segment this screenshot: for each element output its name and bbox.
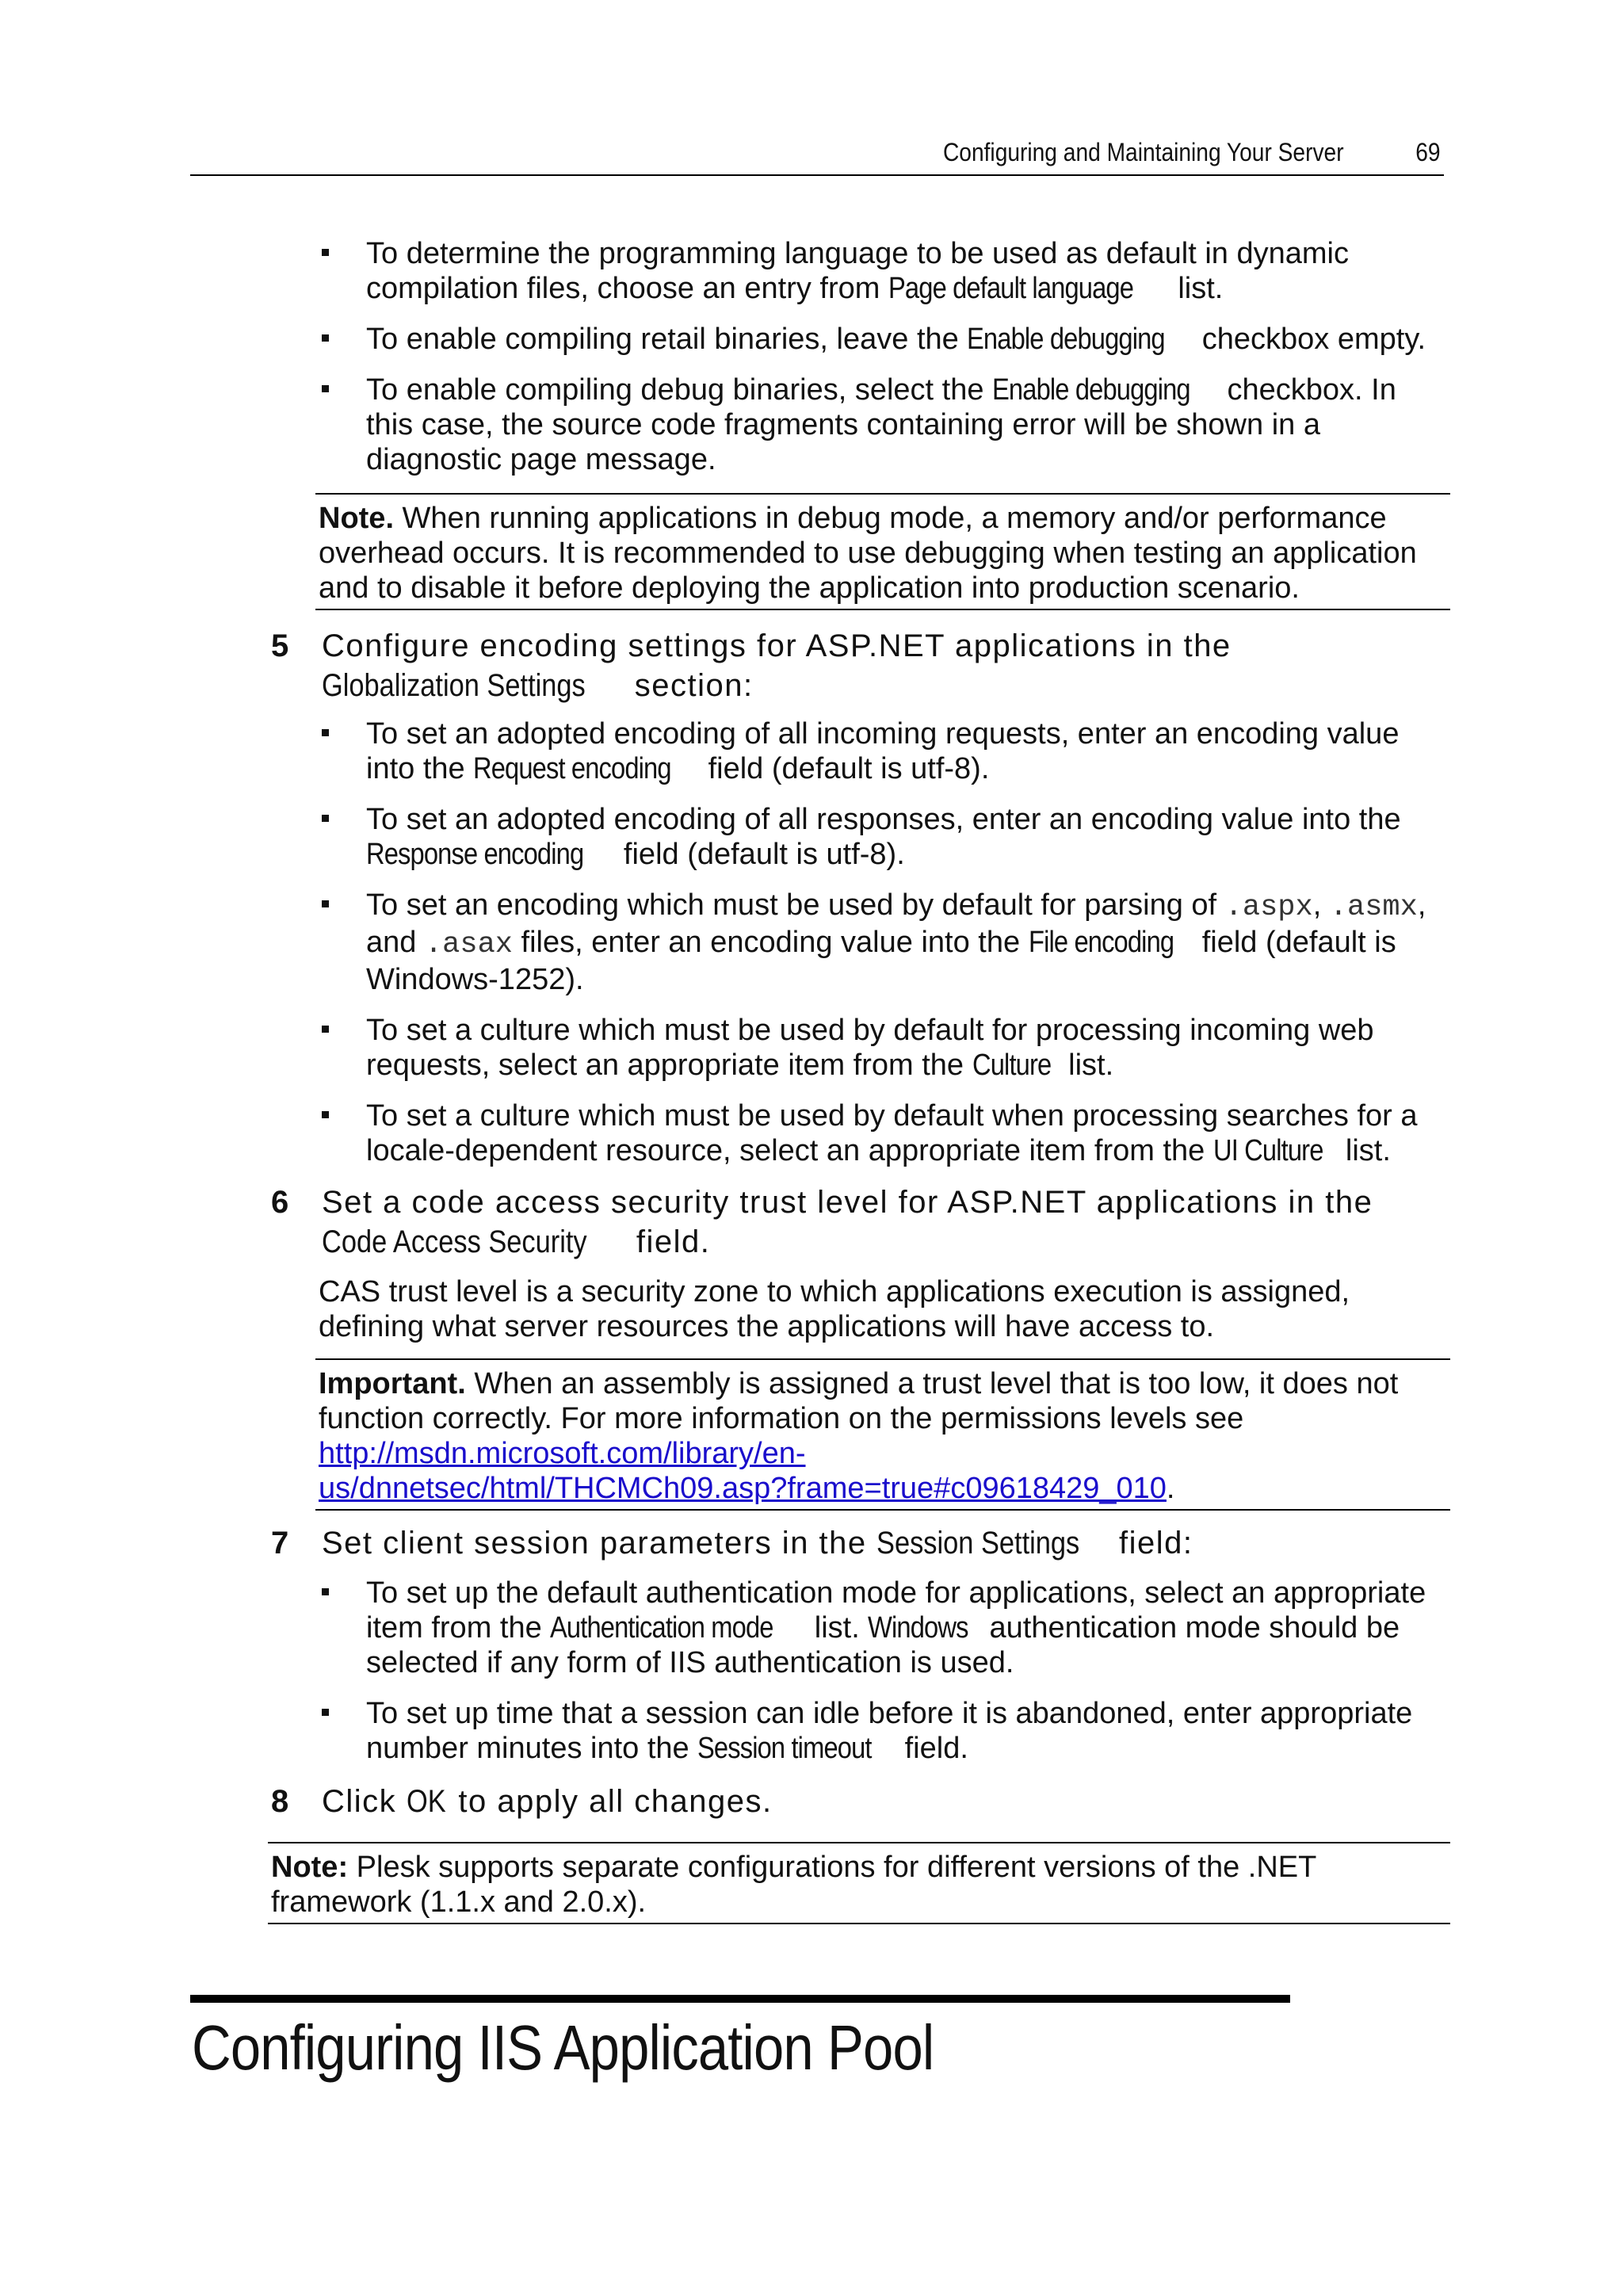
- important-label: Important.: [319, 1367, 466, 1400]
- section-rule: [190, 1995, 1290, 2003]
- code-aspx: .aspx: [1224, 891, 1313, 924]
- note-label: Note.: [319, 502, 394, 535]
- ui-term: Enable debugging: [992, 373, 1190, 407]
- ui-term: Globalization Settings: [322, 668, 586, 703]
- step-number: 8: [271, 1784, 289, 1819]
- list-item: To enable compiling retail binaries, leave the Enable debugging checkbox empty.: [317, 322, 1442, 357]
- ui-term: Response encoding: [366, 838, 584, 871]
- step-7: 7 Set client session parameters in the Session Settings field:: [271, 1523, 1444, 1563]
- step-number: 5: [271, 628, 289, 663]
- step-6: 6 Set a code access security trust level for ASP.NET applications in the Code Access Security field.: [271, 1182, 1444, 1262]
- note-box: [315, 493, 1450, 610]
- code-asmx: .asmx: [1329, 891, 1418, 924]
- list-item: To set up time that a session can idle before it is abandoned, enter appropriate number minutes into the Session timeout field.: [317, 1696, 1442, 1766]
- note-box-framework: [268, 1842, 1450, 1924]
- ui-term: Code Access Security: [322, 1224, 587, 1259]
- list-item: To set up the default authentication mode for applications, select an appropriate item from the Authentication mode list. Windows authentication mode should be selected if any form of IIS authentication is used.: [317, 1576, 1442, 1680]
- step-number: 7: [271, 1526, 289, 1561]
- list-item: To set an adopted encoding of all incoming requests, enter an encoding value into the Request encoding field (default is utf-8).: [317, 716, 1442, 786]
- list-item: To set an adopted encoding of all responses, enter an encoding value into the Response encoding field (default is utf-8).: [317, 802, 1442, 872]
- ui-term: Authentication mode: [550, 1611, 773, 1645]
- ui-term: Request encoding: [473, 752, 671, 785]
- note-text: Plesk supports separate configurations for different versions of the .NET framework (1.1.x and 2.0.x).: [271, 1851, 1316, 1919]
- step-7-bullet-list: [317, 1576, 1442, 1782]
- step-5: 5 Configure encoding settings for ASP.NET applications in the Globalization Settings section:: [271, 626, 1444, 705]
- ui-term: Windows: [868, 1611, 968, 1645]
- ui-term: OK: [406, 1784, 446, 1819]
- note-label: Note:: [271, 1851, 349, 1884]
- ui-term: Culture: [972, 1049, 1051, 1082]
- top-bullet-list: [317, 236, 1442, 493]
- step-8: 8 Click OK to apply all changes.: [271, 1782, 1444, 1821]
- ui-term: File encoding: [1028, 926, 1174, 959]
- ui-term: Page default language: [888, 272, 1134, 305]
- list-item: To determine the programming language to be used as default in dynamic compilation files, choose an entry from Page default language list.: [317, 236, 1442, 306]
- ui-term: Enable debugging: [967, 323, 1166, 356]
- list-item: To set an encoding which must be used by default for parsing of .aspx, .asmx, and .asax files, enter an encoding value into the File encoding field (default is Windows-1252).: [317, 888, 1442, 997]
- page-number: 69: [1415, 138, 1441, 166]
- running-header-title: Configuring and Maintaining Your Server: [943, 138, 1344, 166]
- important-box: Important. When an assembly is assigned a trust level that is too low, it does not function correctly. For more information on the permissions levels see http://msdn.microsoft.com/library/en- us/dnnetsec/html/THCMCh09.asp?frame=true#c09618429_010.: [315, 1358, 1450, 1511]
- section-title: Configuring IIS Application Pool: [192, 2012, 934, 2083]
- step-6-paragraph: CAS trust level is a security zone to which applications execution is assigned, defining what server resources the applications will have access to.: [319, 1275, 1350, 1343]
- step-5-bullet-list: [317, 716, 1442, 1184]
- step-number: 6: [271, 1185, 289, 1220]
- ui-term: UI Culture: [1212, 1134, 1323, 1167]
- list-item: To enable compiling debug binaries, select the Enable debugging checkbox. In this case, the source code fragments containing error will be shown in a diagnostic page message.: [317, 372, 1442, 477]
- msdn-link[interactable]: http://msdn.microsoft.com/library/en- us/dnnetsec/html/THCMCh09.asp?frame=true#c09618429_010: [319, 1437, 1167, 1505]
- list-item: To set a culture which must be used by default for processing incoming web requests, select an appropriate item from the Culture list.: [317, 1013, 1442, 1083]
- running-header: [190, 133, 1444, 176]
- ui-term: Session timeout: [697, 1732, 872, 1765]
- note-text: When running applications in debug mode, a memory and/or performance overhead occurs. It is recommended to use debugging when testing an application and to disable it before deploying the application into production scenario.: [319, 502, 1417, 605]
- ui-term: Session Settings: [876, 1526, 1080, 1561]
- list-item: To set a culture which must be used by default when processing searches for a locale-dependent resource, select an appropriate item from the UI Culture list.: [317, 1098, 1442, 1168]
- code-asax: .asax: [424, 928, 513, 961]
